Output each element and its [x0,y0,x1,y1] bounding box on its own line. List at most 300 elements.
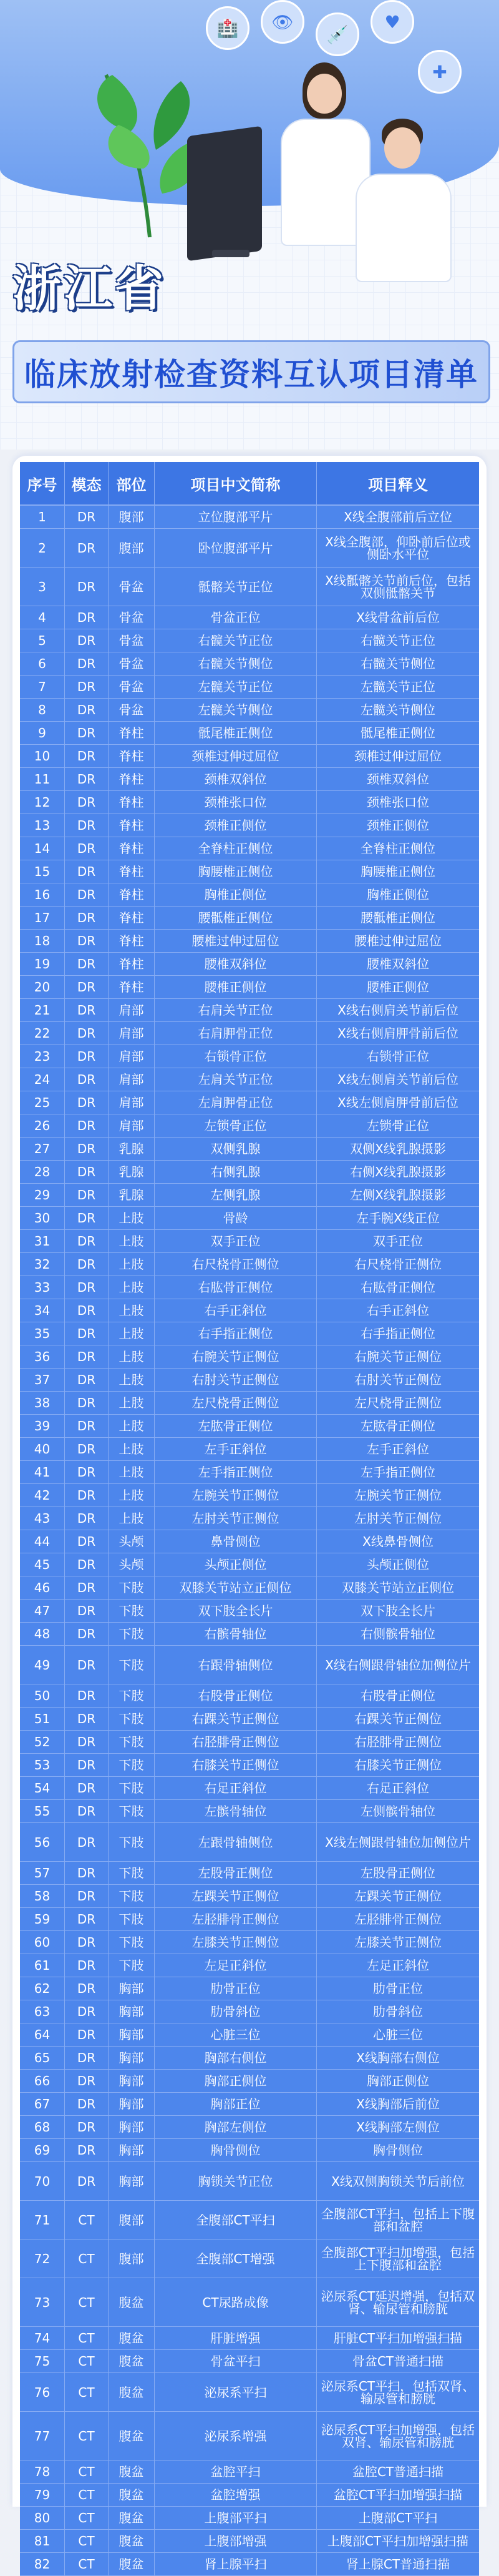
cell-item-description: 右腕关节正侧位 [317,1345,479,1369]
table-row [20,2116,479,2139]
table-row [20,699,479,722]
cell-item-name: 左肩关节正位 [155,1068,317,1091]
cell-item-description: 头颅正侧位 [317,1553,479,1576]
cell-item-name: 立位腹部平片 [155,506,317,529]
province-title: 浙江省 [12,261,167,317]
cell-item-name: 双侧乳腺 [155,1138,317,1161]
cell-item-name: 盆腔增强 [155,2484,317,2507]
cell-index: 66 [20,2070,65,2093]
cell-index: 41 [20,1461,65,1484]
cell-modality: DR [65,506,109,529]
table-row [20,2139,479,2162]
table-card [12,456,487,2572]
table-row [20,606,479,629]
cell-item-description: 左手正斜位 [317,1438,479,1461]
table-row [20,2047,479,2070]
cell-item-description: 左股骨正侧位 [317,1862,479,1885]
cell-body-part: 胸部 [109,2116,155,2139]
cell-item-name: 骨龄 [155,1207,317,1230]
table-row [20,2327,479,2350]
cell-index: 58 [20,1885,65,1908]
cell-index: 57 [20,1862,65,1885]
cell-index: 80 [20,2507,65,2530]
cell-body-part: 乳腺 [109,1184,155,1207]
cell-item-name: 上腹部平扫 [155,2507,317,2530]
cell-modality: CT [65,2350,109,2373]
cell-item-description: 右锁骨正位 [317,1045,479,1068]
cell-item-description: X线左侧跟骨轴位加侧位片 [317,1823,479,1862]
cell-body-part: 腹盆 [109,2460,155,2484]
cell-body-part: 下肢 [109,1646,155,1684]
cell-modality: DR [65,1438,109,1461]
cell-index: 79 [20,2484,65,2507]
table-row [20,506,479,529]
cell-item-name: 右膝关节正侧位 [155,1754,317,1777]
cell-item-description: X线双侧胸锁关节后前位 [317,2162,479,2201]
table-body [20,506,479,2576]
cell-modality: DR [65,1708,109,1731]
cell-item-name: 右胫腓骨正侧位 [155,1731,317,1754]
cell-item-description: X线胸部左侧位 [317,2116,479,2139]
table-row [20,1977,479,2000]
table-row [20,2070,479,2093]
cell-index: 25 [20,1091,65,1114]
cell-index: 13 [20,814,65,837]
cell-item-name: 骨盆正位 [155,606,317,629]
cell-item-description: 双下肢全长片 [317,1600,479,1623]
table-row [20,2093,479,2116]
cell-body-part: 骨盆 [109,568,155,606]
cell-body-part: 腹部 [109,529,155,568]
cell-item-description: 颈椎张口位 [317,791,479,814]
cell-item-description: 左侧X线乳腺摄影 [317,1184,479,1207]
cell-item-name: 左膝关节正侧位 [155,1931,317,1954]
cell-body-part: 胸部 [109,2070,155,2093]
cell-body-part: 下肢 [109,1754,155,1777]
cell-item-description: 心脏三位 [317,2023,479,2047]
cell-item-name: 盆腔平扫 [155,2460,317,2484]
cell-body-part: 腹盆 [109,2350,155,2373]
cell-item-description: 肋骨斜位 [317,2000,479,2023]
cell-modality: DR [65,1022,109,1045]
cell-body-part: 上肢 [109,1276,155,1299]
table-row [20,2460,479,2484]
table-row [20,2350,479,2373]
cell-modality: CT [65,2373,109,2412]
cell-modality: DR [65,2047,109,2070]
cell-index: 44 [20,1530,65,1553]
cell-modality: DR [65,1091,109,1114]
table-row [20,1276,479,1299]
cell-body-part: 乳腺 [109,1161,155,1184]
cell-item-description: 左膝关节正侧位 [317,1931,479,1954]
cell-modality: DR [65,1068,109,1091]
table-row [20,1322,479,1345]
cell-modality: DR [65,2116,109,2139]
cell-modality: DR [65,1114,109,1138]
cell-index: 52 [20,1731,65,1754]
cell-item-description: 颈椎正侧位 [317,814,479,837]
table-row [20,1530,479,1553]
cell-modality: DR [65,953,109,976]
cell-item-description: 上腹部CT平扫加增强扫描 [317,2530,479,2553]
cell-item-name: 左股骨正侧位 [155,1862,317,1885]
cell-body-part: 腹部 [109,2239,155,2278]
cell-index: 69 [20,2139,65,2162]
cell-body-part: 上肢 [109,1484,155,1507]
cell-item-name: 颈椎双斜位 [155,768,317,791]
cell-body-part: 骨盆 [109,676,155,699]
cell-body-part: 胸部 [109,1977,155,2000]
cell-body-part: 头颅 [109,1553,155,1576]
cell-body-part: 下肢 [109,1708,155,1731]
cell-body-part: 肩部 [109,1068,155,1091]
cell-item-description: 盆腔CT普通扫描 [317,2460,479,2484]
cell-modality: DR [65,860,109,883]
cell-index: 51 [20,1708,65,1731]
cell-item-name: 右肩关节正位 [155,999,317,1022]
table-row [20,1091,479,1114]
cell-body-part: 下肢 [109,1954,155,1977]
cell-body-part: 下肢 [109,1623,155,1646]
table-row [20,1908,479,1931]
cell-body-part: 胸部 [109,2093,155,2116]
table-row [20,1392,479,1415]
cell-item-name: 双膝关节站立正侧位 [155,1576,317,1600]
cell-item-name: 左肩胛骨正位 [155,1091,317,1114]
cell-item-description: 左尺桡骨正侧位 [317,1392,479,1415]
table-row [20,1345,479,1369]
cell-index: 64 [20,2023,65,2047]
cell-body-part: 下肢 [109,1908,155,1931]
cell-item-description: 右手正斜位 [317,1299,479,1322]
cell-modality: DR [65,1530,109,1553]
table-row [20,1684,479,1708]
cell-body-part: 上肢 [109,1438,155,1461]
cell-body-part: 脊柱 [109,722,155,745]
table-row [20,768,479,791]
cell-modality: DR [65,1484,109,1507]
cell-item-description: 全腹部CT平扫，包括上下腹部和盆腔 [317,2201,479,2239]
cell-index: 81 [20,2530,65,2553]
male-doctor-illustration [349,119,455,281]
cell-item-name: 上腹部增强 [155,2530,317,2553]
cell-item-name: 双下肢全长片 [155,1600,317,1623]
cell-body-part: 脊柱 [109,860,155,883]
table-row [20,860,479,883]
table-row [20,999,479,1022]
cell-index: 27 [20,1138,65,1161]
cell-item-description: 全腹部CT平扫加增强，包括上下腹部和盆腔 [317,2239,479,2278]
cell-modality: DR [65,907,109,930]
cell-modality: DR [65,1646,109,1684]
cell-index: 43 [20,1507,65,1530]
cell-item-name: 全腹部CT增强 [155,2239,317,2278]
cell-index: 63 [20,2000,65,2023]
cell-body-part: 下肢 [109,1885,155,1908]
cell-modality: CT [65,2507,109,2530]
table-row [20,722,479,745]
cell-body-part: 脊柱 [109,953,155,976]
cell-body-part: 胸部 [109,2023,155,2047]
cell-item-description: X线骶髂关节前后位，包括双侧骶髂关节 [317,568,479,606]
cell-item-description: 右踝关节正侧位 [317,1708,479,1731]
cell-item-description: 盆腔CT平扫加增强扫描 [317,2484,479,2507]
table-row [20,814,479,837]
cell-index: 78 [20,2460,65,2484]
col-header-modality: 模态 [65,462,109,506]
cell-item-name: 肾上腺平扫 [155,2553,317,2576]
cell-body-part: 骨盆 [109,699,155,722]
cell-item-name: 左髌骨轴位 [155,1800,317,1823]
cell-item-name: 右锁骨正位 [155,1045,317,1068]
cell-item-name: 头颅正侧位 [155,1553,317,1576]
table-header-row [20,462,479,506]
table-row [20,1415,479,1438]
cell-index: 1 [20,506,65,529]
cell-modality: CT [65,2278,109,2327]
cell-index: 62 [20,1977,65,2000]
cell-index: 20 [20,976,65,999]
cell-modality: DR [65,883,109,907]
table-row [20,1777,479,1800]
table-row [20,1885,479,1908]
cell-index: 56 [20,1823,65,1862]
cell-item-description: 右尺桡骨正侧位 [317,1253,479,1276]
cell-body-part: 下肢 [109,1823,155,1862]
cell-body-part: 上肢 [109,1369,155,1392]
cell-item-name: 左锁骨正位 [155,1114,317,1138]
cell-body-part: 腹盆 [109,2507,155,2530]
table-row [20,2373,479,2412]
hospital-icon: 🏥 [206,6,250,50]
cell-item-name: 肝脏增强 [155,2327,317,2350]
cell-item-description: 右胫腓骨正侧位 [317,1731,479,1754]
cell-body-part: 腹部 [109,2201,155,2239]
cell-item-description: 双膝关节站立正侧位 [317,1576,479,1600]
cell-index: 5 [20,629,65,652]
cell-item-name: 卧位腹部平片 [155,529,317,568]
table-row [20,1461,479,1484]
cell-item-description: 腰椎过伸过屈位 [317,930,479,953]
monitor-stand [212,250,250,257]
cell-item-description: 左手指正侧位 [317,1461,479,1484]
cell-item-description: 左髋关节侧位 [317,699,479,722]
cell-body-part: 胸部 [109,2000,155,2023]
cell-item-name: 左尺桡骨正侧位 [155,1392,317,1415]
cell-body-part: 骨盆 [109,652,155,676]
cell-modality: DR [65,1392,109,1415]
cell-index: 28 [20,1161,65,1184]
cell-body-part: 腹盆 [109,2484,155,2507]
cell-body-part: 下肢 [109,1600,155,1623]
cell-body-part: 骨盆 [109,629,155,652]
cell-body-part: 下肢 [109,1931,155,1954]
cell-index: 47 [20,1600,65,1623]
cell-item-name: 左肱骨正侧位 [155,1415,317,1438]
cell-item-name: 腰椎过伸过屈位 [155,930,317,953]
cell-body-part: 下肢 [109,1576,155,1600]
table-row [20,907,479,930]
cell-item-description: 胸部正侧位 [317,2070,479,2093]
table-row [20,953,479,976]
cell-modality: DR [65,1977,109,2000]
cell-item-name: 颈椎正侧位 [155,814,317,837]
cell-modality: DR [65,1623,109,1646]
cell-modality: DR [65,606,109,629]
cell-modality: DR [65,1161,109,1184]
cell-modality: CT [65,2484,109,2507]
cell-body-part: 上肢 [109,1230,155,1253]
cell-item-description: 双侧X线乳腺摄影 [317,1138,479,1161]
cell-index: 45 [20,1553,65,1576]
cell-item-name: 右腕关节正侧位 [155,1345,317,1369]
cell-modality: CT [65,2201,109,2239]
cell-body-part: 下肢 [109,1800,155,1823]
cell-item-name: 骶尾椎正侧位 [155,722,317,745]
cell-item-name: 右肘关节正侧位 [155,1369,317,1392]
cell-item-name: 胸锁关节正位 [155,2162,317,2201]
cell-item-description: 左肘关节正侧位 [317,1507,479,1530]
table-row [20,1230,479,1253]
cell-index: 49 [20,1646,65,1684]
cell-modality: DR [65,2023,109,2047]
cell-item-name: 颈椎张口位 [155,791,317,814]
cell-modality: DR [65,1553,109,1576]
header-banner [0,0,499,450]
cell-item-description: 左手腕X线正位 [317,1207,479,1230]
cell-index: 36 [20,1345,65,1369]
monitor-illustration [187,126,262,262]
cell-modality: DR [65,1207,109,1230]
cell-item-name: 全脊柱正侧位 [155,837,317,860]
cell-modality: DR [65,652,109,676]
cell-index: 4 [20,606,65,629]
cell-body-part: 脊柱 [109,907,155,930]
cell-item-description: 左髋关节正位 [317,676,479,699]
cell-item-description: X线全腹部前后立位 [317,506,479,529]
title-band [12,340,490,403]
cell-item-name: 骶髂关节正位 [155,568,317,606]
cell-item-name: 胸部正位 [155,2093,317,2116]
cell-index: 18 [20,930,65,953]
cell-index: 32 [20,1253,65,1276]
cell-body-part: 下肢 [109,1862,155,1885]
cell-modality: DR [65,1345,109,1369]
table-row [20,1369,479,1392]
cell-index: 2 [20,529,65,568]
cell-body-part: 腹盆 [109,2412,155,2460]
cell-body-part: 上肢 [109,1461,155,1484]
cell-index: 76 [20,2373,65,2412]
cell-item-description: 泌尿系CT平扫加增强，包括双肾、输尿管和膀胱 [317,2412,479,2460]
table-row [20,2239,479,2278]
cell-modality: CT [65,2239,109,2278]
cell-modality: DR [65,1800,109,1823]
cell-item-name: 右手指正侧位 [155,1322,317,1345]
cell-item-description: X线鼻骨侧位 [317,1530,479,1553]
table-row [20,1184,479,1207]
cell-body-part: 上肢 [109,1322,155,1345]
cell-item-name: 泌尿系增强 [155,2412,317,2460]
cell-index: 12 [20,791,65,814]
table-row [20,930,479,953]
cell-body-part: 脊柱 [109,883,155,907]
cell-item-description: 左侧髌骨轴位 [317,1800,479,1823]
cell-item-name: 泌尿系平扫 [155,2373,317,2412]
cell-index: 59 [20,1908,65,1931]
table-row [20,1931,479,1954]
cell-modality: CT [65,2412,109,2460]
cell-body-part: 脊柱 [109,976,155,999]
cell-item-description: X线右侧肩胛骨前后位 [317,1022,479,1045]
cell-item-name: 右肩胛骨正位 [155,1022,317,1045]
cell-modality: DR [65,1322,109,1345]
table-row [20,1045,479,1068]
cell-index: 60 [20,1931,65,1954]
cell-modality: DR [65,529,109,568]
cell-index: 11 [20,768,65,791]
cell-item-description: X线骨盆前后位 [317,606,479,629]
cell-modality: DR [65,1731,109,1754]
cell-item-description: 肋骨正位 [317,1977,479,2000]
table-row [20,1862,479,1885]
cell-body-part: 肩部 [109,999,155,1022]
cell-modality: DR [65,976,109,999]
table-row [20,2023,479,2047]
col-header-body-part: 部位 [109,462,155,506]
cell-body-part: 脊柱 [109,930,155,953]
cell-item-name: 左髋关节正位 [155,676,317,699]
cell-item-name: 右股骨正侧位 [155,1684,317,1708]
cell-item-name: 全腹部CT平扫 [155,2201,317,2239]
cell-item-name: 胸部正侧位 [155,2070,317,2093]
cell-item-description: X线右侧肩关节前后位 [317,999,479,1022]
cell-item-description: 右肘关节正侧位 [317,1369,479,1392]
cell-index: 19 [20,953,65,976]
cell-index: 8 [20,699,65,722]
cell-item-name: 心脏三位 [155,2023,317,2047]
heart-icon: ♥ [371,0,414,44]
cell-item-description: 右髋关节正位 [317,629,479,652]
cell-item-name: 左跟骨轴侧位 [155,1823,317,1862]
cell-index: 73 [20,2278,65,2327]
cell-body-part: 腹盆 [109,2530,155,2553]
table-row [20,1754,479,1777]
cell-modality: DR [65,768,109,791]
cell-item-description: 右肱骨正侧位 [317,1276,479,1299]
cell-body-part: 上肢 [109,1345,155,1369]
cell-item-name: 左足正斜位 [155,1954,317,1977]
cell-modality: DR [65,930,109,953]
cell-index: 3 [20,568,65,606]
cell-body-part: 腹盆 [109,2327,155,2350]
table-row [20,837,479,860]
cell-index: 10 [20,745,65,768]
cell-body-part: 上肢 [109,1207,155,1230]
cell-index: 29 [20,1184,65,1207]
table-row [20,1623,479,1646]
cell-item-description: X线胸部右侧位 [317,2047,479,2070]
table-row [20,2201,479,2239]
cell-body-part: 上肢 [109,1253,155,1276]
cell-index: 72 [20,2239,65,2278]
col-header-index: 序号 [20,462,65,506]
cell-body-part: 下肢 [109,1731,155,1754]
cell-index: 77 [20,2412,65,2460]
cell-index: 34 [20,1299,65,1322]
table-row [20,2278,479,2327]
